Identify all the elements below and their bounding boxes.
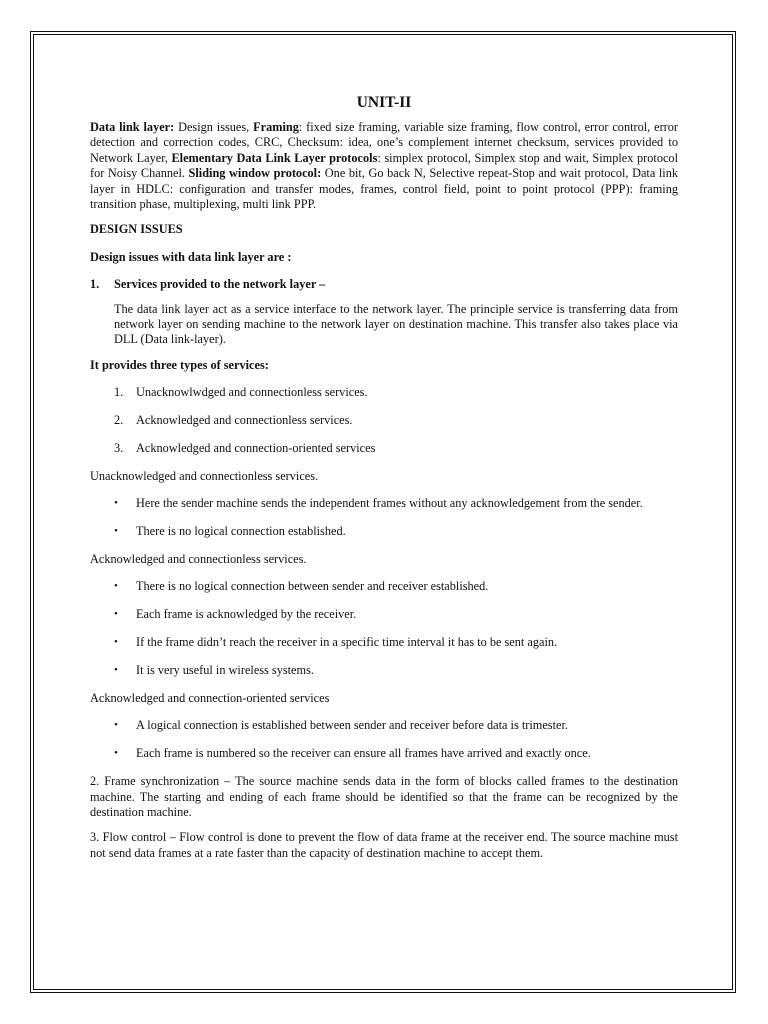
list-text: Acknowledged and connection-oriented services bbox=[136, 441, 376, 456]
group-2-bullets bbox=[90, 579, 678, 679]
bullet-icon: • bbox=[114, 664, 118, 677]
group-1-title: Unacknowledged and connectionless services. bbox=[90, 469, 319, 484]
item-1-number: 1. bbox=[90, 277, 100, 292]
syllabus-paragraph bbox=[90, 120, 678, 212]
bullet-text: There is no logical connection established. bbox=[136, 523, 346, 538]
flow-control-paragraph: 3. Flow control – Flow control is done to prevent the flow of data frame at the receiver end. The source machine must not send data frames at a rate faster than the capacity of destination machine to accept them. bbox=[90, 830, 678, 860]
bullet-item bbox=[114, 579, 678, 594]
bullet-icon: • bbox=[114, 579, 118, 592]
intro-bold-4: Sliding window protocol: bbox=[188, 166, 322, 181]
group-2-title: Acknowledged and connectionless services. bbox=[90, 552, 307, 567]
bullet-text: It is very useful in wireless systems. bbox=[136, 663, 314, 678]
intro-text-4: One bit, Go back N, Selective repeat-Stop and wait protocol, Data link layer in HDLC: configuration and transfer modes, frames, control field, point to point protocol (PPP): framing transition phase, multiplexing, multi link PPP. bbox=[90, 166, 679, 212]
bullet-icon: • bbox=[114, 718, 118, 731]
services-list bbox=[90, 385, 678, 456]
group-3-bullets bbox=[90, 718, 678, 762]
three-types-heading: It provides three types of services: bbox=[90, 357, 269, 372]
page-title: UNIT-II bbox=[356, 94, 412, 111]
intro-text-2: : fixed size framing, variable size framing, flow control, error control, error detection and correction codes, CRC, Checksum: idea, one’s complement internet checksum, services provided to Network Layer, bbox=[90, 120, 679, 165]
list-item bbox=[114, 413, 678, 428]
intro-text-1: Design issues, bbox=[174, 120, 254, 134]
design-issues-subheading: Design issues with data link layer are : bbox=[90, 249, 292, 264]
intro-bold-1: Data link layer: bbox=[90, 120, 175, 134]
list-number: 2. bbox=[114, 413, 124, 428]
bullet-item bbox=[114, 663, 678, 678]
bullet-text: Each frame is acknowledged by the receiver. bbox=[136, 606, 357, 621]
list-text: Unacknowlwdged and connectionless services. bbox=[136, 385, 368, 400]
item-1-title: Services provided to the network layer – bbox=[114, 277, 326, 292]
intro-text-3: : simplex protocol, Simplex stop and wait, Simplex protocol for Noisy Channel. bbox=[90, 150, 678, 181]
frame-synchronization-paragraph: 2. Frame synchronization – The source machine sends data in the form of blocks called frames to the destination machine. The starting and ending of each frame should be identified so that the frame can be recognized by the destination machine. bbox=[90, 774, 678, 819]
list-item bbox=[114, 441, 678, 456]
bullet-text: A logical connection is established between sender and receiver before data is trimester. bbox=[136, 717, 568, 732]
bullet-icon: • bbox=[114, 496, 118, 509]
group-3-title: Acknowledged and connection-oriented services bbox=[90, 691, 330, 706]
bullet-icon: • bbox=[114, 746, 118, 759]
document-body bbox=[90, 93, 678, 871]
list-text: Acknowledged and connectionless services. bbox=[136, 413, 353, 428]
item-1-heading bbox=[90, 277, 678, 292]
design-issues-heading: DESIGN ISSUES bbox=[90, 222, 183, 237]
group-1-bullets bbox=[90, 496, 678, 540]
list-item bbox=[114, 385, 678, 400]
bullet-item bbox=[114, 524, 678, 539]
list-number: 3. bbox=[114, 441, 124, 456]
intro-bold-3: Elementary Data Link Layer protocols bbox=[171, 150, 378, 165]
bullet-icon: • bbox=[114, 635, 118, 648]
intro-bold-2: Framing bbox=[253, 120, 299, 134]
bullet-text: There is no logical connection between sender and receiver established. bbox=[136, 578, 489, 593]
bullet-text: Here the sender machine sends the independent frames without any acknowledgement from the sender. bbox=[136, 495, 643, 510]
item-1-paragraph: The data link layer act as a service interface to the network layer. The principle service is transferring data from network layer on sending machine to the network layer on destination machine. This transfer also takes place via DLL (Data link-layer). bbox=[114, 301, 678, 347]
bullet-text: If the frame didn’t reach the receiver in a specific time interval it has to be sent again. bbox=[136, 634, 558, 649]
list-number: 1. bbox=[114, 385, 124, 400]
bullet-item bbox=[114, 496, 678, 511]
bullet-item bbox=[114, 746, 678, 761]
bullet-icon: • bbox=[114, 607, 118, 620]
bullet-item bbox=[114, 635, 678, 650]
bullet-text: Each frame is numbered so the receiver can ensure all frames have arrived and exactly once. bbox=[136, 745, 591, 760]
bullet-icon: • bbox=[114, 524, 118, 537]
bullet-item bbox=[114, 718, 678, 733]
bullet-item bbox=[114, 607, 678, 622]
